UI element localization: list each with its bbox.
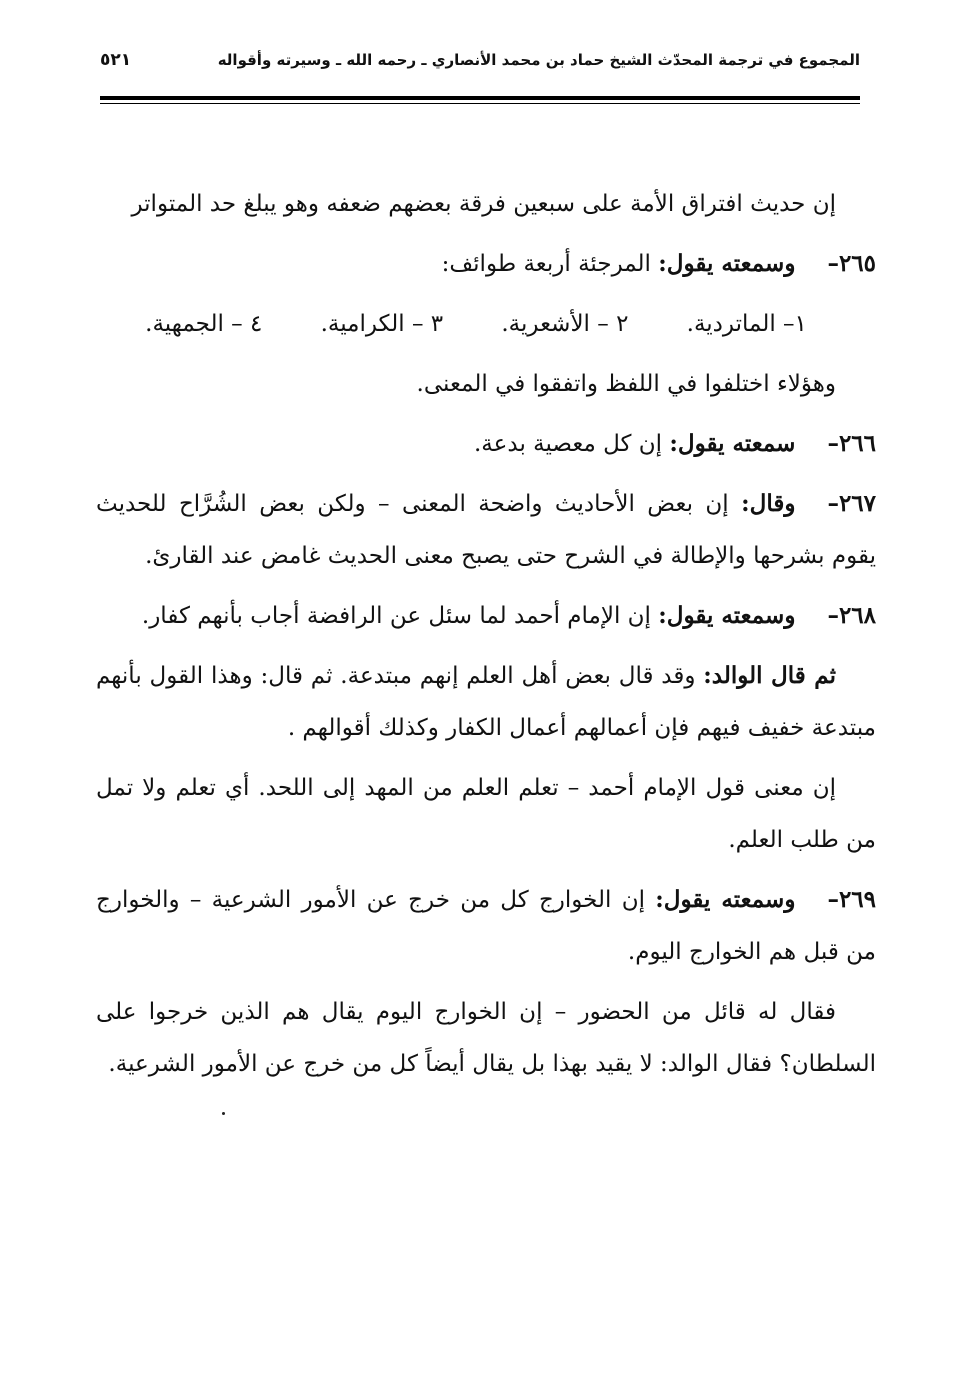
item-text: إن الخوارج كل من خرج عن الأمور الشرعية – والخوارج من قبل هم الخوارج اليوم. <box>96 887 876 965</box>
item-text: إن بعض الأحاديث واضحة المعنى – ولكن بعض الشُرَّاح للحديث يقوم بشرحها والإطالة في الشرح حتى يصبح معنى الحديث غامض عند القارئ. <box>96 491 876 569</box>
item-lead: وسمعته يقول: <box>658 250 796 277</box>
item-text: إن الإمام أحمد لما سئل عن الرافضة أجاب بأنهم كفار. <box>141 603 659 629</box>
item-text: المرجئة أربعة طوائف: <box>441 251 659 277</box>
item-number: ٢٦٥– <box>827 250 876 277</box>
item-267 <box>96 478 876 582</box>
paragraph-ahmad: إن معنى قول الإمام أحمد – تعلم العلم من المهد إلى اللحد. أي تعلم ولا تمل من طلب العلم. <box>96 775 876 853</box>
item-268 <box>96 590 876 642</box>
stray-mark <box>222 1112 225 1115</box>
paragraph-text: وقد قال بعض أهل العلم إنهم مبتدعة. ثم قال: وهذا القول بأنهم مبتدعة خفيف فيهم فإن أعمالهم أعمال الكفار وكذلك أقوالهم . <box>96 663 876 741</box>
body-text <box>96 178 876 1098</box>
item-number: ٢٦٩– <box>827 886 877 913</box>
header-title: المجموع في ترجمة المحدّث الشيخ حماد بن محمد الأنصاري ـ رحمه الله ـ وسيرته وأقواله <box>217 51 860 69</box>
header-rule-thin <box>100 103 860 104</box>
paragraph-lead: ثم قال الوالد: <box>703 662 836 689</box>
list-item: ٢ – الأشعرية. <box>501 311 629 337</box>
running-header <box>100 40 860 80</box>
item-269 <box>96 874 876 978</box>
item-265 <box>96 238 876 290</box>
paragraph-intro: إن حديث افتراق الأمة على سبعين فرقة بعضهم ضعفه وهو يبلغ حد المتواتر <box>131 191 836 217</box>
list-item: ٤ – الجمهية. <box>145 311 263 337</box>
paragraph-last: فقال له قائل من الحضور – إن الخوارج اليوم يقال هم الذين خرجوا على السلطان؟ فقال الوالد: لا يقيد بهذا بل يقال أيضاً كل من خرج عن الأمور الشرعية. <box>96 999 876 1077</box>
header-rule-thick <box>100 96 860 100</box>
paragraph-father <box>96 650 876 754</box>
list-item: ٣ – الكرامية. <box>320 311 444 337</box>
sects-list <box>96 298 876 350</box>
item-lead: سمعته يقول: <box>669 430 796 457</box>
item-lead: وسمعته يقول: <box>658 602 796 629</box>
item-text: إن كل معصية بدعة. <box>474 431 670 457</box>
item-lead: وقال: <box>741 490 796 517</box>
paragraph-agree: وهؤلاء اختلفوا في اللفظ واتفقوا في المعنى. <box>416 371 836 397</box>
item-number: ٢٦٧– <box>827 490 876 517</box>
item-number: ٢٦٨– <box>827 602 876 629</box>
item-266 <box>96 418 876 470</box>
item-number: ٢٦٦– <box>827 430 876 457</box>
item-lead: وسمعته يقول: <box>655 886 796 913</box>
page-number: ٥٢١ <box>100 50 132 70</box>
list-item: ١– الماتردية. <box>686 311 807 337</box>
